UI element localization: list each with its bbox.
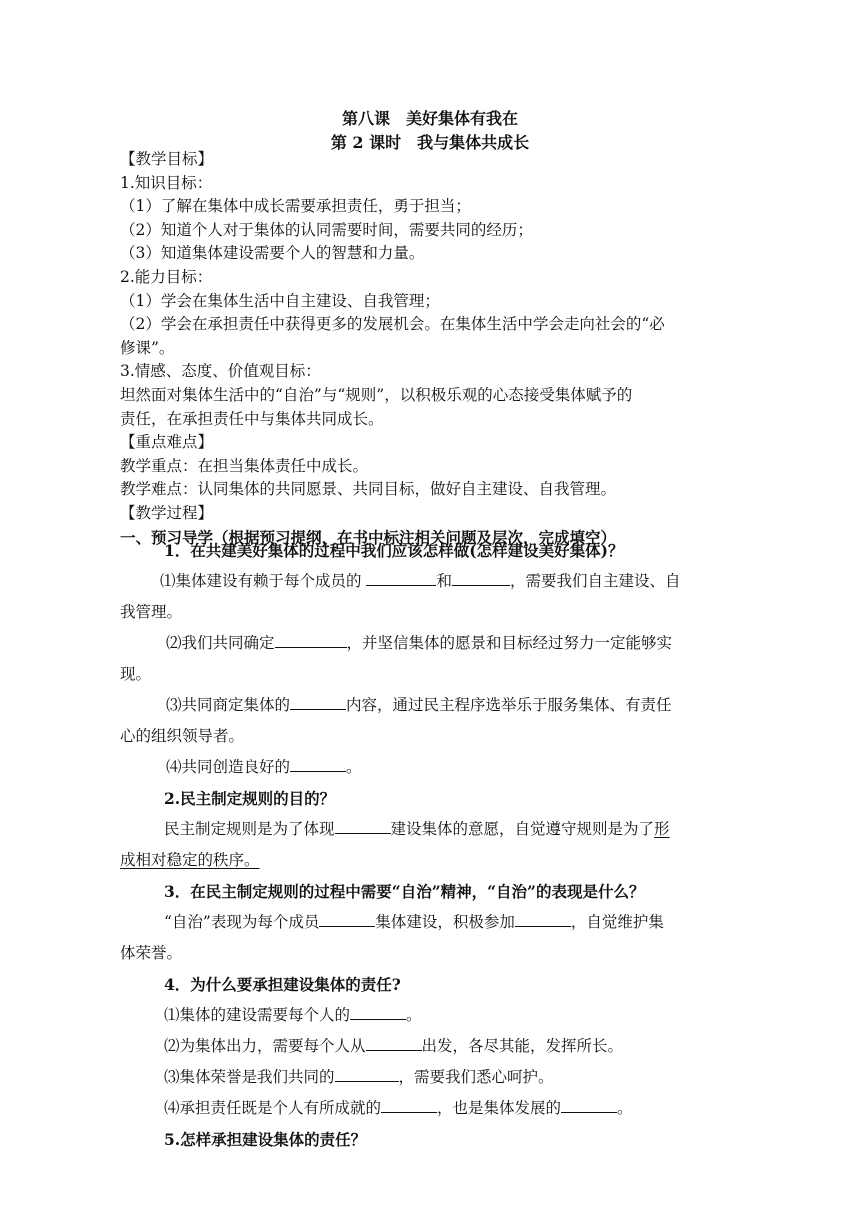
fill-blank[interactable] bbox=[290, 692, 346, 710]
fill-blank[interactable] bbox=[290, 754, 346, 772]
q1-item-2-text-a: ⑵我们共同确定 bbox=[166, 634, 275, 652]
focus-heading: 【重点难点】 bbox=[120, 433, 214, 452]
difficulty-point: 教学难点：认同集体的共同愿景、共同目标，做好自主建设、自我管理。 bbox=[120, 480, 617, 499]
q1-item-1-text-c: ，需要我们自主建设、自 bbox=[509, 572, 681, 590]
q1-item-2-text-b: ，并坚信集体的愿景和目标经过努力一定能够实 bbox=[346, 634, 673, 652]
q1-item-3-text-a: ⑶共同商定集体的 bbox=[166, 696, 291, 714]
fill-blank[interactable] bbox=[319, 909, 375, 927]
q1-item-3-cont: 心的组织领导者。 bbox=[120, 727, 245, 745]
ability-item-1: （1）学会在集体生活中自主建设、自我管理； bbox=[120, 291, 440, 310]
q1-item-3-text-b: 内容，通过民主程序选举乐于服务集体、有责任 bbox=[346, 696, 672, 714]
q1-item-3 bbox=[120, 690, 740, 721]
ability-item-2-line1: （2）学会在承担责任中获得更多的发展机会。在集体生活中学会走向社会的“必 bbox=[120, 315, 665, 334]
q1-item-4-text-b: 。 bbox=[346, 758, 362, 776]
fill-blank[interactable] bbox=[381, 1095, 437, 1113]
question-2: 2.民主制定规则的目的？ bbox=[164, 789, 336, 808]
q4-item-3-text-a: ⑶集体荣誉是我们共同的 bbox=[164, 1068, 335, 1086]
q2-text-underlined: 形 bbox=[654, 820, 670, 838]
objectives-heading: 【教学目标】 bbox=[120, 150, 214, 168]
fill-blank[interactable] bbox=[335, 816, 391, 834]
part1-heading: 一、预习导学（根据预习提纲，在书中标注相关问题及层次，完成填空） bbox=[120, 527, 617, 547]
q4-item-1 bbox=[120, 1000, 740, 1031]
knowledge-item-3: （3）知道集体建设需要个人的智慧和力量。 bbox=[120, 244, 425, 263]
objectives-section bbox=[120, 148, 740, 549]
fill-blank[interactable] bbox=[366, 568, 436, 586]
q1-item-1-cont: 我管理。 bbox=[120, 603, 183, 621]
emotion-title: 3.情感、态度、价值观目标： bbox=[120, 362, 321, 381]
fill-blank[interactable] bbox=[335, 1064, 399, 1082]
ability-title: 2.能力目标： bbox=[120, 267, 213, 286]
q1-item-2 bbox=[120, 628, 740, 659]
lesson-subtitle: 第 2 课时 我与集体共成长 bbox=[330, 133, 530, 152]
q4-item-3-text-b: ，需要我们悉心呵护。 bbox=[398, 1068, 554, 1086]
q4-item-2 bbox=[120, 1031, 740, 1062]
fill-blank[interactable] bbox=[561, 1095, 617, 1113]
q4-item-4 bbox=[120, 1093, 740, 1124]
fill-blank[interactable] bbox=[452, 568, 510, 586]
q2-answer bbox=[120, 814, 740, 845]
q1-item-1-text-a: ⑴集体建设有赖于每个成员的 bbox=[160, 572, 367, 590]
lesson-title: 第八课 美好集体有我在 bbox=[341, 109, 518, 128]
preview-questions bbox=[120, 535, 740, 1155]
question-5: 5.怎样承担建设集体的责任？ bbox=[164, 1130, 367, 1149]
q3-text-c: ，自觉维护集 bbox=[570, 913, 664, 931]
q3-text-a: “自治”表现为每个成员 bbox=[164, 913, 320, 931]
q2-text-b: 建设集体的意愿，自觉遵守规则是为了 bbox=[390, 820, 655, 838]
q4-item-4-text-c: 。 bbox=[617, 1099, 633, 1117]
q2-text-underlined-cont: 成相对稳定的秩序。 bbox=[120, 851, 260, 869]
q4-item-4-text-a: ⑷承担责任既是个人有所成就的 bbox=[164, 1099, 382, 1117]
knowledge-item-1: （1）了解在集体中成长需要承担责任，勇于担当； bbox=[120, 197, 471, 216]
q4-item-4-text-b: ，也是集体发展的 bbox=[437, 1099, 562, 1117]
question-1: 1．在共建美好集体的过程中我们应该怎样做(怎样建设美好集体)？ bbox=[164, 541, 624, 560]
knowledge-item-2: （2）知道个人对于集体的认同需要时间，需要共同的经历； bbox=[120, 220, 533, 239]
fill-blank[interactable] bbox=[275, 630, 347, 648]
key-point: 教学重点：在担当集体责任中成长。 bbox=[120, 456, 369, 475]
emotion-text-line2: 责任，在承担责任中与集体共同成长。 bbox=[120, 409, 384, 428]
q1-item-1 bbox=[120, 566, 740, 597]
q4-item-2-text-b: 出发，各尽其能，发挥所长。 bbox=[421, 1037, 624, 1055]
q4-item-2-text-a: ⑵为集体出力，需要每个人从 bbox=[164, 1037, 366, 1055]
q1-item-2-cont: 现。 bbox=[120, 665, 152, 683]
knowledge-title: 1.知识目标： bbox=[120, 173, 213, 192]
question-3: 3．在民主制定规则的过程中需要“自治”精神，“自治”的表现是什么？ bbox=[164, 882, 645, 901]
q2-answer-cont bbox=[120, 845, 740, 876]
fill-blank[interactable] bbox=[515, 909, 571, 927]
question-4: 4．为什么要承担建设集体的责任? bbox=[164, 975, 401, 994]
q3-answer-cont: 体荣誉。 bbox=[120, 944, 183, 962]
q4-item-1-text-a: ⑴集体的建设需要每个人的 bbox=[164, 1006, 351, 1024]
q4-item-3 bbox=[120, 1062, 740, 1093]
fill-blank[interactable] bbox=[350, 1002, 406, 1020]
q2-text-a: 民主制定规则是为了体现 bbox=[164, 820, 335, 838]
q1-item-4 bbox=[120, 752, 740, 783]
q1-item-4-text-a: ⑷共同创造良好的 bbox=[166, 758, 291, 776]
q3-answer bbox=[120, 907, 740, 938]
q4-item-1-text-b: 。 bbox=[406, 1006, 422, 1024]
emotion-text-line1: 坦然面对集体生活中的“自治”与“规则”，以积极乐观的心态接受集体赋予的 bbox=[120, 385, 633, 404]
ability-item-2-line2: 修课”。 bbox=[120, 338, 175, 357]
process-heading: 【教学过程】 bbox=[120, 503, 214, 522]
q1-item-1-text-b: 和 bbox=[436, 572, 452, 590]
fill-blank[interactable] bbox=[366, 1033, 422, 1051]
q3-text-b: 集体建设，积极参加 bbox=[375, 913, 515, 931]
